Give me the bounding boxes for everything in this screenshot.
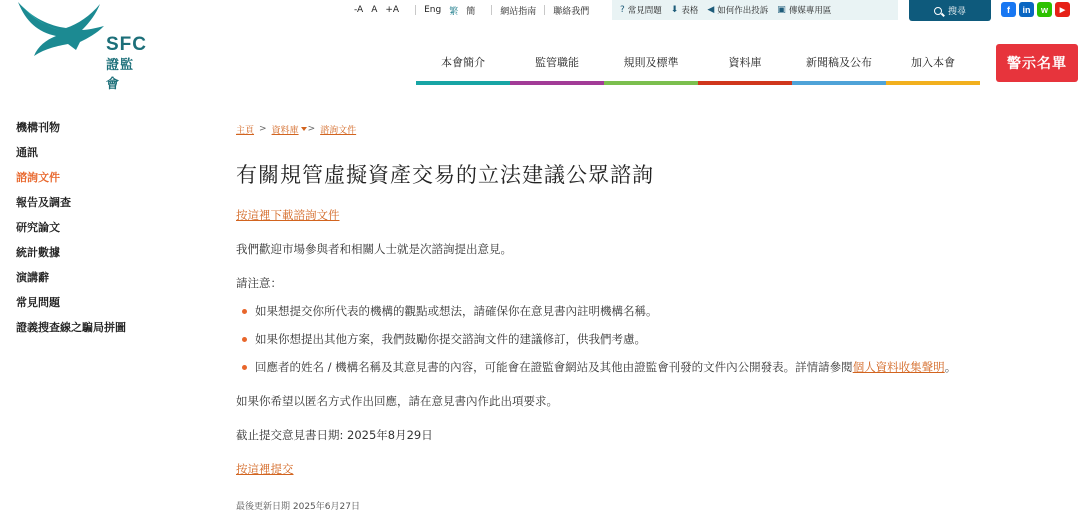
nav-resources[interactable]: 資料庫 — [698, 40, 792, 85]
quick-link-media[interactable] — [777, 4, 831, 16]
font-size-normal[interactable]: A — [371, 5, 378, 15]
megaphone-icon: ◀ — [707, 5, 715, 15]
list-item-text: 回應者的姓名 / 機構名稱及其意見書的內容，可能會在證監會網站及其他由證監會刊發的文件內公開發表。詳情請參閱 — [255, 360, 853, 374]
download-icon: ⬇ — [670, 5, 679, 15]
contact-us-link[interactable]: 聯絡我們 — [553, 6, 590, 17]
quick-link-forms[interactable] — [671, 4, 699, 16]
sidebar-item-consultations[interactable]: 諮詢文件 — [16, 171, 60, 184]
breadcrumb-consultations[interactable]: 諮詢文件 — [320, 125, 357, 136]
divider — [415, 5, 416, 15]
image-icon: ▣ — [777, 5, 786, 15]
chevron-down-icon[interactable] — [301, 127, 307, 131]
breadcrumb-home[interactable]: 主頁 — [236, 125, 255, 136]
deadline-text: 截止提交意見書日期: 2025年8月29日 — [236, 428, 433, 442]
logo-text-cn: 證監會 — [106, 58, 135, 92]
last-updated: 最後更新日期 2025年6月27日 — [236, 502, 360, 512]
quick-link-label: 常見問題 — [627, 6, 662, 16]
intro-text: 我們歡迎市場參與者和相關人士就是次諮詢提出意見。 — [236, 242, 512, 256]
question-circle-icon: ? — [620, 5, 625, 15]
list-item: 如果想提交你所代表的機構的觀點或想法，請確保你在意見書內註明機構名稱。 — [236, 303, 1076, 319]
quick-link-faq[interactable] — [620, 4, 662, 16]
quick-link-label: 如何作出投訴 — [717, 6, 769, 16]
nav-about[interactable]: 本會簡介 — [416, 40, 510, 85]
utility-bar — [354, 2, 589, 18]
divider — [491, 5, 492, 15]
wechat-icon[interactable]: w — [1037, 2, 1052, 17]
quick-links-bar — [612, 0, 898, 20]
quick-link-complaint[interactable] — [707, 4, 768, 16]
search-button[interactable] — [909, 0, 991, 21]
sitemap-link[interactable]: 網站指南 — [500, 6, 537, 17]
divider — [544, 5, 545, 15]
breadcrumb — [236, 120, 1076, 138]
nav-careers[interactable]: 加入本會 — [886, 40, 980, 85]
anonymous-text: 如果你希望以匿名方式作出回應，請在意見書內作此出項要求。 — [236, 394, 558, 408]
lang-simplified-chinese[interactable]: 簡 — [466, 6, 476, 17]
eagle-logo-icon — [16, 0, 112, 60]
nav-news[interactable]: 新聞稿及公布 — [792, 40, 886, 85]
note-heading: 請注意： — [236, 276, 282, 290]
sidebar-item-faq[interactable]: 常見問題 — [16, 296, 60, 309]
sidebar-item-newsletters[interactable]: 通訊 — [16, 146, 38, 159]
font-size-decrease[interactable]: -A — [354, 5, 364, 15]
sidebar — [16, 119, 126, 344]
search-label: 搜尋 — [947, 7, 966, 17]
facebook-icon[interactable]: f — [1001, 2, 1016, 17]
linkedin-icon[interactable]: in — [1019, 2, 1034, 17]
sidebar-item-statistics[interactable]: 統計數據 — [16, 246, 60, 259]
nav-rules-standards[interactable]: 規則及標準 — [604, 40, 698, 85]
breadcrumb-resources[interactable]: 資料庫 — [271, 125, 299, 136]
main-content — [236, 120, 1076, 511]
social-links — [1001, 2, 1073, 17]
sidebar-item-speeches[interactable]: 演講辭 — [16, 271, 49, 284]
submit-link[interactable]: 按這裡提交 — [236, 462, 294, 476]
page-title: 有關規管虛擬資產交易的立法建議公眾諮詢 — [236, 163, 654, 187]
sidebar-item-reports[interactable]: 報告及調查 — [16, 196, 71, 209]
logo-text-en: SFC — [106, 34, 147, 55]
sidebar-item-research[interactable]: 研究論文 — [16, 221, 60, 234]
sidebar-item-scam-puzzle[interactable]: 證義搜查線之騙局拼圖 — [16, 321, 126, 334]
privacy-statement-link[interactable]: 個人資料收集聲明 — [852, 360, 945, 374]
list-item: 如果你想提出其他方案，我們鼓勵你提交諮詢文件的建議修訂，供我們考慮。 — [236, 331, 1076, 347]
list-item — [236, 359, 1076, 375]
quick-link-label: 傳媒專用區 — [788, 6, 832, 16]
lang-english[interactable]: Eng — [424, 5, 442, 15]
font-size-increase[interactable]: +A — [385, 5, 400, 15]
nav-regulatory-functions[interactable]: 監管職能 — [510, 40, 604, 85]
quick-link-label: 表格 — [681, 6, 699, 16]
list-item-end: 。 — [944, 360, 957, 374]
download-consultation-link[interactable]: 按這裡下載諮詢文件 — [236, 208, 340, 222]
main-nav — [416, 40, 980, 85]
lang-traditional-chinese[interactable]: 繁 — [449, 6, 459, 17]
sfc-logo[interactable] — [16, 0, 147, 92]
breadcrumb-separator: > — [307, 124, 316, 134]
youtube-icon[interactable]: ▶ — [1055, 2, 1070, 17]
search-icon — [934, 7, 942, 15]
alert-list-button[interactable]: 警示名單 — [996, 44, 1078, 82]
breadcrumb-separator: > — [259, 124, 267, 134]
sidebar-item-publications[interactable]: 機構刊物 — [16, 121, 60, 134]
